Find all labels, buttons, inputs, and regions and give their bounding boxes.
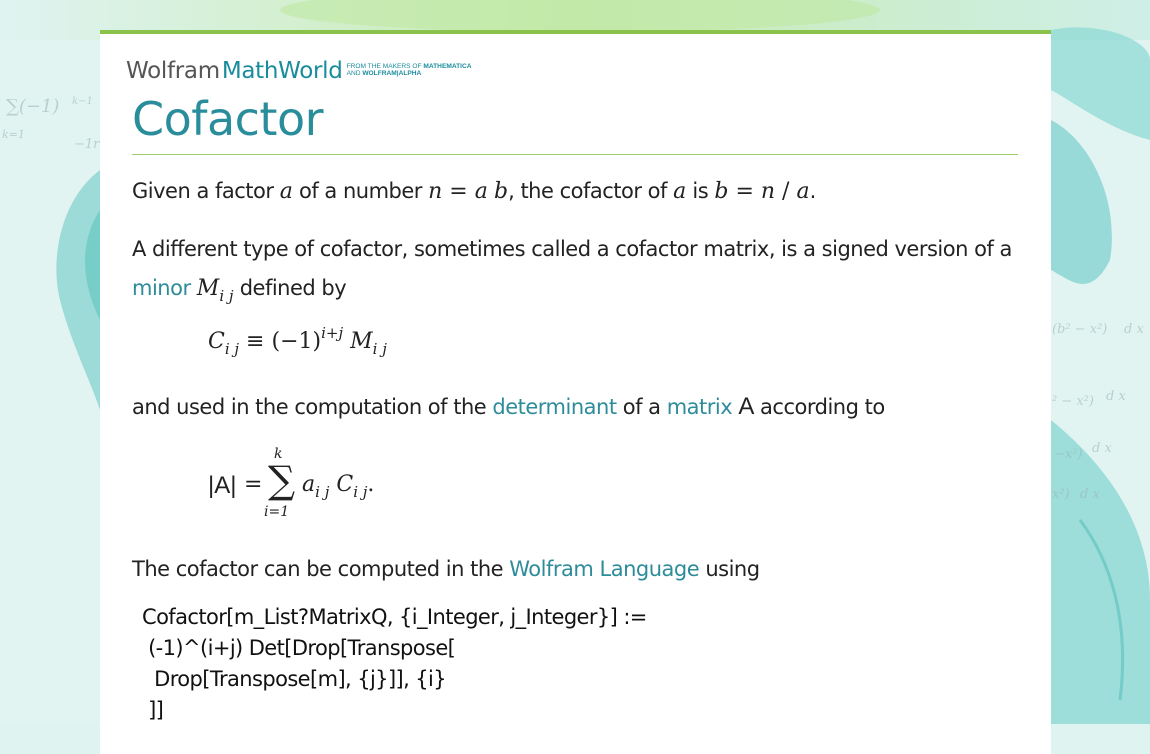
cofactor-matrix-paragraph: A different type of cofactor, sometimes called a cofactor matrix, is a signed version of a minor $M_{i j}$ defined by — [132, 237, 1012, 305]
svg-text:d x: d x — [1092, 441, 1112, 456]
article-card — [100, 30, 1051, 754]
cofactor-equation: $C_{i j} \equiv (-1)^{i+j}$ $M_{i j}$ — [208, 324, 387, 358]
wolfram-language-link[interactable]: Wolfram Language — [509, 557, 700, 581]
code-line: Cofactor[m_List?MatrixQ, {i_Integer, j_Integer}] := — [142, 605, 647, 629]
title-divider — [132, 154, 1018, 155]
definition-paragraph: Given a factor a of a number n = a b, the cofactor of a is b = n / a. — [132, 179, 816, 204]
minor-link[interactable]: minor — [132, 276, 191, 300]
determinant-equation: |A| = k ∑ i=1 $a_{i j}$ $C_{i j}$. — [208, 446, 375, 520]
logo-mathworld-text: MathWorld — [221, 58, 343, 84]
determinant-link[interactable]: determinant — [492, 395, 617, 419]
svg-text:k=1: k=1 — [2, 128, 25, 141]
svg-text:k−1: k−1 — [72, 96, 93, 107]
logo-wolfram-text: Wolfram — [126, 58, 220, 84]
svg-text:² − x²): ² − x²) — [1052, 394, 1094, 409]
svg-text:−x²): −x²) — [1054, 447, 1083, 462]
mathworld-logo[interactable] — [126, 58, 472, 86]
svg-text:∑(−1): ∑(−1) — [6, 96, 60, 117]
svg-text:d x: d x — [1124, 322, 1144, 337]
svg-text:x²): x²) — [1052, 487, 1070, 502]
code-block — [142, 602, 647, 726]
wolfram-language-paragraph: The cofactor can be computed in the Wolfram Language using — [132, 557, 760, 581]
page-title: Cofactor — [132, 92, 324, 146]
determinant-paragraph: and used in the computation of the determinant of a matrix A according to — [132, 393, 885, 420]
logo-tagline: FROM THE MAKERS OF MATHEMATICA AND WOLFRAM|ALPHA — [346, 63, 472, 77]
svg-text:(b² − x²): (b² − x²) — [1052, 322, 1108, 337]
code-line: ]] — [142, 698, 164, 722]
svg-text:−1r: −1r — [74, 137, 100, 152]
svg-text:d x: d x — [1106, 389, 1126, 404]
matrix-link[interactable]: matrix — [666, 395, 733, 419]
svg-text:d x: d x — [1080, 487, 1100, 502]
code-line: (-1)^(i+j) Det[Drop[Transpose[ — [142, 636, 456, 660]
code-line: Drop[Transpose[m], {j}]], {i} — [142, 667, 447, 691]
